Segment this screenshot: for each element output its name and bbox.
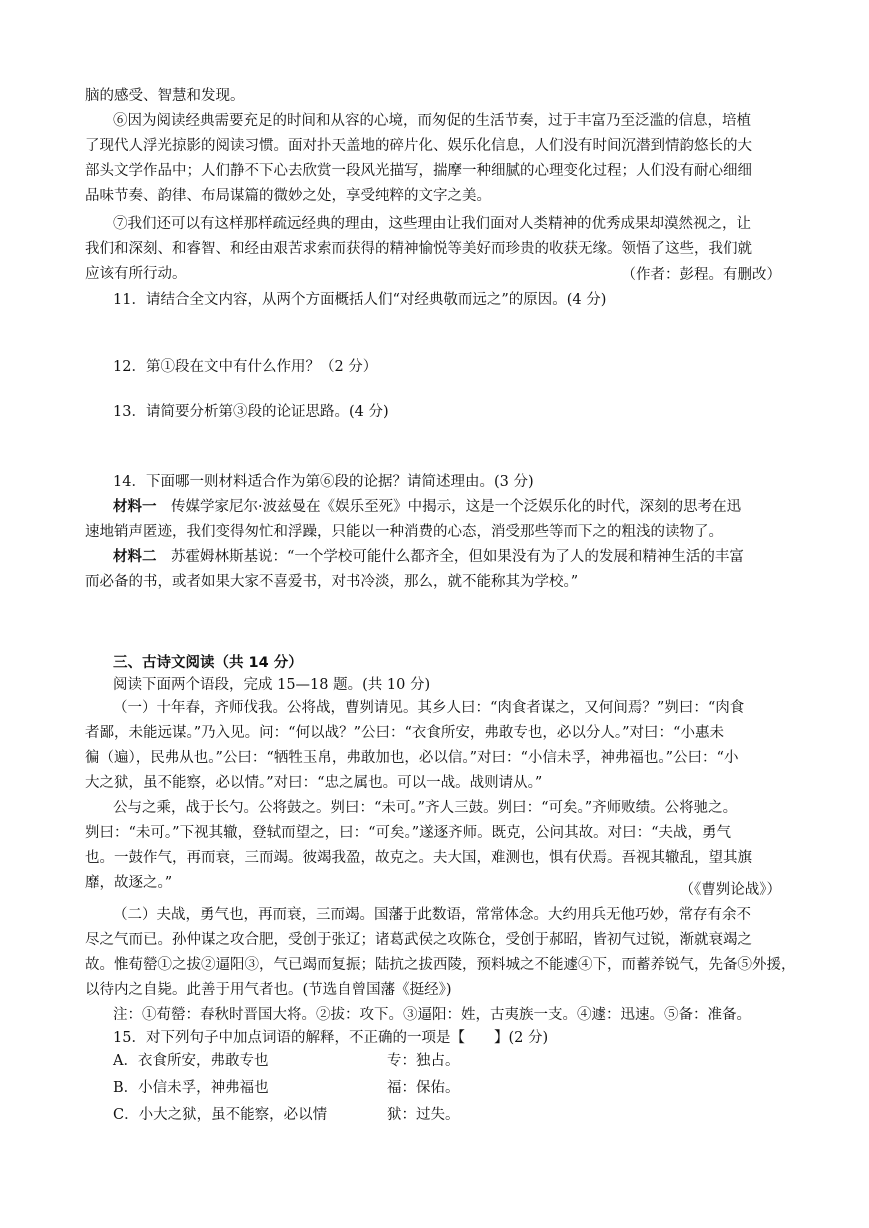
question-12: 12．第①段在文中有什么作用？（2 分）: [113, 359, 378, 375]
classical-text-1-line: 者鄙，未能远谋。”乃入见。问：“何以战？”公曰：“衣食所安，弗敢专也，必以分人。”对曰：“小惠未: [85, 725, 724, 741]
classical-text-2-line: 故。惟荀罃①之拔②逼阳③，气已竭而复振；陆抗之拔西陵，预料城之不能遽④下，而蓄养锐气，先备⑤外援，: [85, 957, 796, 973]
paragraph-6-line: ⑥因为阅读经典需要充足的时间和从容的心境，而匆促的生活节奏，过于丰富乃至泛滥的信息，培植: [113, 113, 751, 129]
classical-text-2-line: 以待内之自毙。此善于用气者也。(节选自曾国藩《挺经》): [85, 982, 452, 998]
paragraph-6-line: 部头文学作品中；人们静不下心去欣赏一段风光描写，揣摩一种细腻的心理变化过程；人们没有耐心细细: [85, 163, 752, 179]
paragraph-7-line: 我们和深刻、和睿智、和经由艰苦求索而获得的精神愉悦等美好而珍贵的收获无缘。领悟了这些，我们就: [85, 241, 752, 257]
annotation-notes: 注：①荀罃：春秋时晋国大将。②拔：攻下。③逼阳：姓，古夷族一支。④遽：迅速。⑤备：准备。: [113, 1007, 751, 1023]
classical-source: （《曹刿论战》）: [679, 882, 781, 898]
section-3-intro: 阅读下面两个语段，完成 15—18 题。(共 10 分): [113, 677, 431, 693]
option-c-sentence: C．小大之狱，虽不能察，必以情: [113, 1107, 328, 1123]
option-a-sentence: A．衣食所安，弗敢专也: [113, 1053, 269, 1069]
classical-text-1b-line: 靡，故逐之。”: [85, 875, 173, 891]
classical-text-1b-line: 也。一鼓作气，再而衰，三而竭。彼竭我盈，故克之。夫大国，难测也，惧有伏焉。吾视其辙乱，望其旗: [85, 850, 752, 866]
material-2-text: 苏霍姆林斯基说：“一个学校可能什么都齐全，但如果没有为了人的发展和精神生活的丰富: [171, 549, 744, 565]
option-a-explanation: 专：独占。: [387, 1053, 460, 1069]
paragraph-7-line: ⑦我们还可以有这样那样疏远经典的理由，这些理由让我们面对人类精神的优秀成果却漠然视之，让: [113, 216, 751, 232]
option-b-sentence: B．小信未孚，神弗福也: [113, 1080, 269, 1096]
classical-text-1b-line: 公与之乘，战于长勺。公将鼓之。刿曰：“未可。”齐人三鼓。刿曰：“可矣。”齐师败绩。公将驰之。: [113, 800, 738, 816]
question-15: 15．对下列句子中加点词语的解释，不正确的一项是【 】(2 分): [113, 1030, 549, 1046]
paragraph-7-line: 应该有所行动。: [85, 266, 187, 282]
question-13: 13．请简要分析第③段的论证思路。(4 分): [113, 404, 389, 420]
classical-text-1-line: （一）十年春，齐师伐我。公将战，曹刿请见。其乡人曰：“肉食者谋之，又何间焉？”刿曰：“肉食: [113, 700, 745, 716]
material-1: [113, 497, 813, 517]
classical-text-1b-line: 刿曰：“未可。”下视其辙，登轼而望之，曰：“可矣。”遂逐齐师。既克，公问其故。对曰：“夫战，勇气: [85, 825, 732, 841]
passage-line: 脑的感受、智慧和发现。: [85, 88, 245, 104]
question-11: 11．请结合全文内容，从两个方面概括人们“对经典敬而远之”的原因。(4 分): [113, 292, 607, 308]
section-3-title: 三、古诗文阅读（共 14 分）: [113, 655, 303, 671]
option-b-explanation: 福：保佑。: [387, 1080, 460, 1096]
classical-text-1-line: 徧（遍），民弗从也。”公曰：“牺牲玉帛，弗敢加也，必以信。”对曰：“小信未孚，神弗福也。”公曰：“小: [85, 750, 739, 766]
paragraph-6-line: 品味节奏、韵律、布局谋篇的微妙之处，享受纯粹的文字之美。: [85, 188, 491, 204]
material-2-line: 而必备的书，或者如果大家不喜爱书，对书冷淡，那么，就不能称其为学校。”: [85, 574, 579, 590]
classical-text-2-line: 尽之气而已。孙仲谋之攻合肥，受创于张辽；诸葛武侯之攻陈仓，受创于郝昭，皆初气过锐，渐就衰竭之: [85, 932, 752, 948]
option-c-explanation: 狱：过失。: [387, 1107, 460, 1123]
paragraph-6-line: 了现代人浮光掠影的阅读习惯。面对扑天盖地的碎片化、娱乐化信息，人们没有时间沉潜到情韵悠长的大: [85, 138, 752, 154]
material-1-text: 传媒学家尼尔·波兹曼在《娱乐至死》中揭示，这是一个泛娱乐化的时代，深刻的思考在迅: [171, 499, 742, 515]
material-2: [113, 547, 813, 567]
material-2-label: 材料二: [113, 549, 157, 565]
classical-text-1-line: 大之狱，虽不能察，必以情。”对曰：“忠之属也。可以一战。战则请从。”: [85, 775, 543, 791]
material-1-line: 速地销声匿迹，我们变得匆忙和浮躁，只能以一种消费的心态，消受那些等而下之的粗浅的读物了。: [85, 524, 723, 540]
question-14: 14．下面哪一则材料适合作为第⑥段的论据？请简述理由。(3 分): [113, 474, 534, 490]
classical-text-2-line: （二）夫战，勇气也，再而衰，三而竭。国藩于此数语，常常体念。大约用兵无他巧妙，常存有余不: [113, 907, 751, 923]
material-1-label: 材料一: [113, 499, 157, 515]
author-source: （作者：彭程。有删改）: [621, 267, 781, 283]
